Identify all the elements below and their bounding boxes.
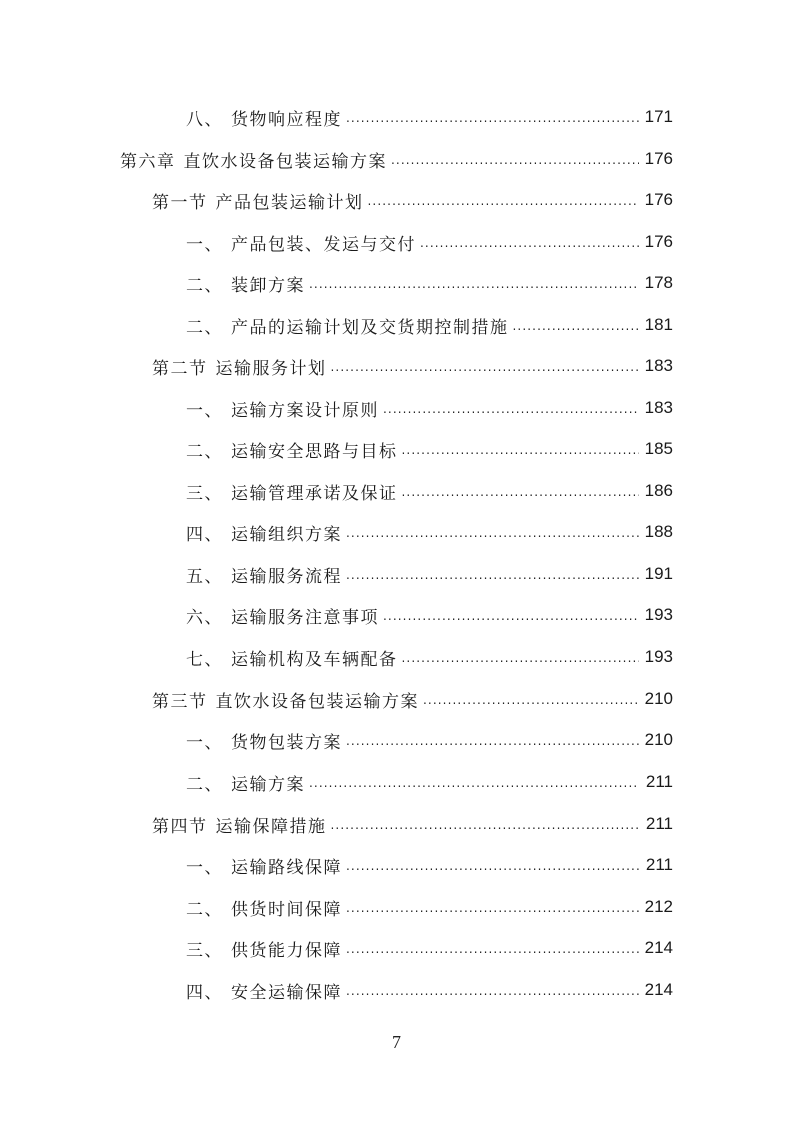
toc-entry-page: 176: [644, 149, 673, 168]
toc-entry-text: 直饮水设备包装运输方案: [215, 691, 419, 712]
dot-leader: [346, 725, 639, 755]
dot-leader: [346, 559, 639, 589]
toc-entry-title: [186, 895, 342, 920]
toc-entry[interactable]: [186, 393, 673, 423]
toc-entry-title: [152, 188, 364, 213]
dot-leader: [346, 102, 639, 132]
toc-entry-prefix: 八、: [186, 109, 223, 130]
toc-entry-page: 211: [645, 814, 673, 833]
dot-leader: [346, 892, 639, 922]
toc-entry-title: [186, 230, 416, 255]
dot-leader: [391, 144, 639, 174]
toc-entry-title: [186, 520, 342, 545]
toc-entry-text: 供货时间保障: [231, 899, 342, 920]
toc-entry-title: [120, 147, 387, 172]
toc-entry-section[interactable]: [152, 351, 673, 381]
dot-leader: [368, 185, 640, 215]
dot-leader: [346, 933, 639, 963]
toc-entry[interactable]: [186, 850, 673, 880]
toc-entry-text: 运输路线保障: [231, 857, 342, 878]
toc-entry-title: [186, 105, 342, 130]
toc-entry-prefix: 六、: [186, 607, 223, 628]
toc-entry-text: 安全运输保障: [231, 982, 342, 1003]
toc-entry[interactable]: [186, 600, 673, 630]
toc-entry-prefix: 第二节: [152, 358, 208, 379]
toc-entry-page: 185: [644, 439, 673, 458]
toc-entry-page: 183: [644, 356, 673, 375]
dot-leader: [346, 850, 639, 880]
toc-entry-prefix: 四、: [186, 524, 223, 545]
toc-entry[interactable]: [186, 933, 673, 963]
toc-entry-text: 货物包装方案: [231, 732, 342, 753]
toc-entry-text: 运输组织方案: [231, 524, 342, 545]
toc-entry-page: 211: [645, 855, 673, 874]
toc-entry-page: 181: [644, 315, 673, 334]
toc-entry-text: 运输安全思路与目标: [231, 441, 398, 462]
toc-entry-title: [186, 437, 398, 462]
toc-entry[interactable]: [186, 268, 673, 298]
toc-entry-prefix: 第一节: [152, 192, 208, 213]
toc-entry-prefix: 二、: [186, 441, 223, 462]
toc-entry-page: 188: [644, 522, 673, 541]
toc-entry-text: 供货能力保障: [231, 940, 342, 961]
toc-entry[interactable]: [186, 642, 673, 672]
toc-entry-page: 193: [644, 647, 673, 666]
toc-entry-text: 直饮水设备包装运输方案: [183, 151, 387, 172]
toc-entry-page: 210: [644, 730, 673, 749]
dot-leader: [309, 268, 639, 298]
dot-leader: [423, 684, 639, 714]
dot-leader: [383, 600, 639, 630]
toc-entry-text: 运输服务计划: [215, 358, 327, 379]
toc-entry-page: 210: [644, 689, 673, 708]
toc-entry-prefix: 第三节: [152, 691, 208, 712]
page-number: 7: [392, 1032, 401, 1052]
toc-entry-prefix: 二、: [186, 317, 223, 338]
toc-entry-title: [186, 313, 509, 338]
toc-entry[interactable]: [186, 975, 673, 1005]
toc-entry-prefix: 七、: [186, 649, 223, 670]
toc-entry-page: 191: [644, 564, 673, 583]
toc-entry[interactable]: [186, 517, 673, 547]
toc-entry[interactable]: [186, 725, 673, 755]
toc-entry-page: 176: [644, 232, 673, 251]
dot-leader: [402, 476, 640, 506]
toc-entry-text: 运输保障措施: [215, 816, 327, 837]
toc-entry-text: 运输方案设计原则: [231, 400, 379, 421]
toc-entry-prefix: 三、: [186, 483, 223, 504]
toc-entry[interactable]: [186, 227, 673, 257]
toc-entry-page: 211: [645, 772, 673, 791]
toc-entry-prefix: 三、: [186, 940, 223, 961]
toc-entry[interactable]: [186, 434, 673, 464]
toc-entry-title: [186, 936, 342, 961]
toc-entry[interactable]: [186, 767, 673, 797]
toc-entry-text: 货物响应程度: [231, 109, 342, 130]
toc-entry-text: 运输管理承诺及保证: [231, 483, 398, 504]
toc-entry-page: 178: [644, 273, 673, 292]
toc-entry-title: [152, 812, 327, 837]
toc-entry-prefix: 二、: [186, 899, 223, 920]
toc-entry-title: [186, 770, 305, 795]
toc-entry-text: 产品包装、发运与交付: [231, 234, 416, 255]
dot-leader: [402, 434, 640, 464]
toc-entry-title: [186, 479, 398, 504]
toc-entry[interactable]: [186, 476, 673, 506]
toc-entry-prefix: 四、: [186, 982, 223, 1003]
toc-entry-prefix: 第四节: [152, 816, 208, 837]
toc-entry-title: [152, 354, 327, 379]
toc-entry-page: 183: [644, 398, 673, 417]
toc-entry-page: 176: [644, 190, 673, 209]
toc-entry-title: [186, 853, 342, 878]
toc-entry-title: [186, 562, 342, 587]
toc-entry-prefix: 二、: [186, 774, 223, 795]
toc-entry-text: 运输服务注意事项: [231, 607, 379, 628]
toc-entry-prefix: 第六章: [120, 151, 176, 172]
toc-entry-prefix: 五、: [186, 566, 223, 587]
toc-entry-page: 214: [644, 980, 673, 999]
toc-entry-section[interactable]: [152, 185, 673, 215]
toc-entry[interactable]: [186, 102, 673, 132]
dot-leader: [402, 642, 640, 672]
toc-entry[interactable]: [186, 559, 673, 589]
toc-entry-text: 产品的运输计划及交货期控制措施: [231, 317, 509, 338]
toc-entry[interactable]: [186, 892, 673, 922]
toc-entry-text: 运输机构及车辆配备: [231, 649, 398, 670]
dot-leader: [346, 517, 639, 547]
toc-entry-text: 运输方案: [231, 774, 305, 795]
dot-leader: [309, 767, 639, 797]
toc-entry-title: [186, 645, 398, 670]
dot-leader: [513, 310, 640, 340]
toc-entry-title: [186, 603, 379, 628]
toc-entry-page: 186: [644, 481, 673, 500]
toc-entry-title: [186, 271, 305, 296]
toc-entry-title: [152, 687, 419, 712]
toc-entry-page: 214: [644, 938, 673, 957]
toc-entry-text: 运输服务流程: [231, 566, 342, 587]
dot-leader: [383, 393, 639, 423]
toc-entry-page: 212: [644, 897, 673, 916]
dot-leader: [346, 975, 639, 1005]
toc-entry-prefix: 一、: [186, 400, 223, 421]
toc-entry-title: [186, 728, 342, 753]
toc-entry-prefix: 一、: [186, 234, 223, 255]
dot-leader: [420, 227, 639, 257]
toc-entry-page: 193: [644, 605, 673, 624]
toc-entry-text: 装卸方案: [231, 275, 305, 296]
toc-entry-text: 产品包装运输计划: [215, 192, 364, 213]
toc-entry-prefix: 一、: [186, 857, 223, 878]
toc-entry-title: [186, 978, 342, 1003]
toc-entry-section[interactable]: [152, 809, 673, 839]
toc-entry-section[interactable]: [152, 684, 673, 714]
toc-entry-page: 171: [644, 107, 673, 126]
dot-leader: [331, 351, 640, 381]
toc-entry-prefix: 二、: [186, 275, 223, 296]
toc-entry[interactable]: [186, 310, 673, 340]
toc-entry-chapter[interactable]: [120, 144, 673, 174]
dot-leader: [331, 809, 640, 839]
toc-entry-prefix: 一、: [186, 732, 223, 753]
toc-entry-title: [186, 396, 379, 421]
